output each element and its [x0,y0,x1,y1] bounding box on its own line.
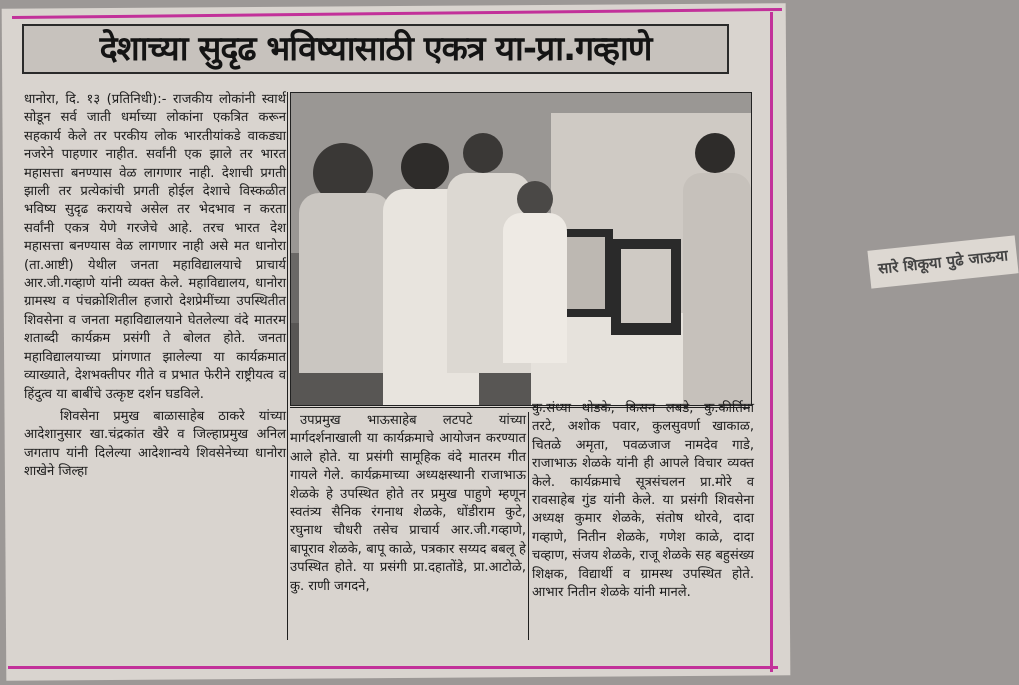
article-column-3 [532,400,754,602]
person-5-body [683,173,751,405]
article-paragraph-3: उपप्रमुख भाऊसाहेब लटपटे यांच्या मार्गदर्शनाखाली या कार्यक्रमाचे आयोजन करण्यात आले होते. या प्रसंगी सामूहिक वंदे मातरम गीत गायले गेले. कार्यक्रमाच्या अध्यक्षस्थानी राजाभाऊ शेळके हे उपस्थित होते तर प्रमुख पाहुणे म्हणून स्वतंत्र्य सैनिक रंगनाथ शेळके, धोंडीराम कुटे, रघुनाथ चौधरी तसेच प्राचार्य आर.जी.गव्हाणे, बापूराव शेळके, बापू काळे, पत्रकार सय्यद बबलू हे उपस्थित होते. या प्रसंगी प्रा.दहातोंडे, प्रा.आटोळे, कु. राणी जगदने, [290,413,526,594]
column-divider-2 [528,412,529,640]
event-photo [290,92,1009,406]
article-paragraph-1: धानोरा, दि. १३ (प्रतिनिधी):- राजकीय लोकांनी स्वार्थ सोडून सर्व जाती धर्माच्या लोकांना एकत्रित करून सहकार्य केले तर परकीय लोक भारतीयांकडे वाकड्या नजरेने पाहणार नाहीत. सर्वांनी एक झाले तर भारत महासत्ता बनण्यास वेळ लागणार नाही. देशाची प्रगती झाली तर प्रत्येकांची प्रगती होईल देशाचे विस्कळीत भविष्य सुदृढ करायचे असेल तर भेदभाव न करता सर्वांनी एकत्र येणे गरजेचे आहे. तरच भारत देश महासत्ता बनण्यास वेळ लागणार नाही असे मत धानोरा (ता.आष्टी) येथील जनता महाविद्यालयाचे प्राचार्य आर.जी.गव्हाणे यांनी व्यक्त केले. महाविद्यालय, धानोरा ग्रामस्थ व पंचक्रोशितील हजारो देशप्रेमींच्या उपस्थितीत शिवसेना व जनता महाविद्यालयाने घेतलेल्या वंदे मातरम शताब्दी कार्यक्रम प्रसंगी ते बोलत होते. जनता महाविद्यालयाच्या प्रांगणात झालेल्या या कार्यक्रमात व्याख्याते, देशभक्तीपर गीते व प्रभात फेरीने राष्ट्रीयत्व व हिंदुत्व या बाबींचे उत्कृष्ट दर्शन घडविले. [24,92,286,402]
person-3 [463,133,503,173]
article-column-1 [24,91,286,482]
pink-border-right [770,12,773,672]
headline: देशाच्या सुदृढ भविष्यासाठी एकत्र या-प्रा.गव्हाणे [22,24,729,74]
article-column-2 [290,412,526,596]
portrait-photo-2 [621,249,671,323]
person-5 [695,133,735,173]
person-4-body [503,213,567,363]
pink-border-bottom [8,666,778,669]
portrait-photo-1 [561,237,605,309]
person-4 [517,181,553,217]
person-1-body [299,193,391,373]
article-paragraph-2: शिवसेना प्रमुख बाळासाहेब ठाकरे यांच्या आदेशानुसार खा.चंद्रकांत खैरे व जिल्हाप्रमुख अनिल जगताप यांनी दिलेल्या आदेशान्वये शिवसेनेच्या धानोरा शाखेने जिल्हा [24,408,286,480]
banner-sign: सारे शिकूया पुढे जाऊया [867,235,1018,288]
person-2 [401,143,449,191]
column-divider-1 [287,92,288,640]
article-paragraph-4: कु.संध्या थोडके, किसन लबडे, कु.कीर्तिमा तरटे, अशोक पवार, कुलसुवर्णा खाकाळ, चितळे अमृता, पवळजाज नामदेव गाडे, राजाभाऊ शेळके यांनी ही आपले विचार व्यक्त केले. कार्यक्रमाचे सूत्रसंचलन प्रा.मोरे व रावसाहेब गुंड यांनी केले. या प्रसंगी शिवसेना अध्यक्ष कुमार शेळके, संतोष थोरवे, दादा गव्हाणे, नितीन शेळके, गणेश काळे, दादा चव्हाण, संजय शेळके, राजू शेळके सह बहुसंख्य शिक्षक, विद्यार्थी व ग्रामस्थ उपस्थित होते. आभार नितीन शेळके यांनी मानले. [532,401,754,601]
